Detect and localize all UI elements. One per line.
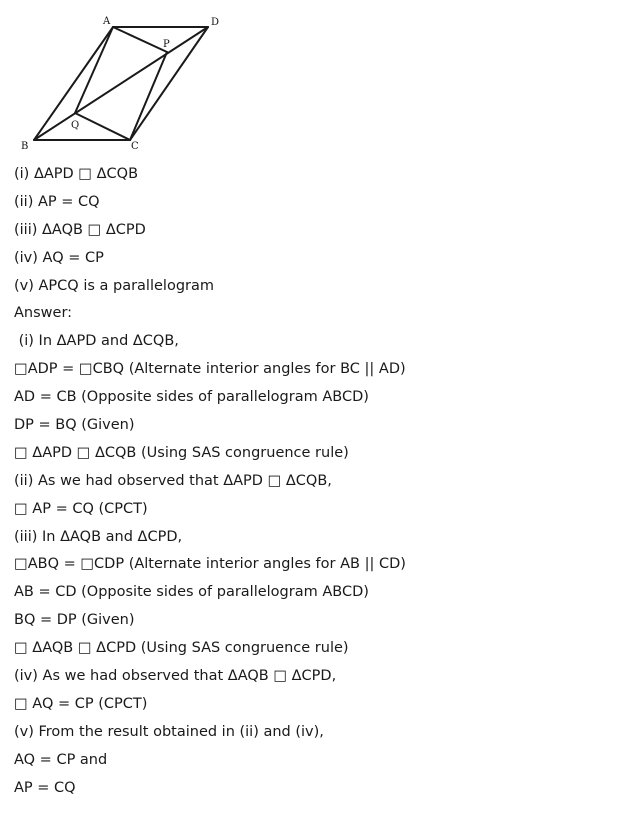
proof-line: □ AP = CQ (CPCT) — [14, 500, 148, 517]
solution-text — [14, 161, 614, 802]
proof-line: AP = CQ — [14, 779, 76, 796]
answer-heading: Answer: — [14, 305, 73, 322]
vertex-label-c: C — [131, 141, 139, 152]
statement-iv: (iv) AQ = CP — [14, 249, 104, 266]
statement-i: (i) ΔAPD □ ΔCQB — [14, 166, 139, 182]
proof-line: DP = BQ (Given) — [14, 417, 135, 434]
statement-iii: (iii) ΔAQB □ ΔCPD — [14, 221, 146, 238]
statement-ii: (ii) AP = CQ — [14, 193, 100, 210]
proof-line: AD = CB (Opposite sides of parallelogram ABCD) — [14, 389, 369, 406]
proof-line: (v) From the result obtained in (ii) and (iv), — [14, 723, 324, 740]
proof-line: □ABQ = □CDP (Alternate interior angles for AB || CD) — [14, 556, 406, 573]
proof-line: □ ΔAQB □ ΔCPD (Using SAS congruence rule) — [14, 640, 349, 657]
proof-line: □ ΔAPD □ ΔCQB (Using SAS congruence rule) — [14, 444, 349, 461]
parallelogram-figure — [0, 0, 619, 160]
proof-line: □ AQ = CP (CPCT) — [14, 695, 148, 712]
proof-line: (ii) As we had observed that ΔAPD □ ΔCQB, — [14, 472, 332, 489]
proof-line: (iii) In ΔAQB and ΔCPD, — [14, 528, 183, 545]
proof-line: (i) In ΔAPD and ΔCQB, — [14, 333, 179, 350]
vertex-label-q: Q — [71, 120, 80, 131]
segment-qc — [75, 113, 130, 140]
proof-line: BQ = DP (Given) — [14, 612, 135, 629]
vertex-label-a: A — [103, 16, 111, 27]
proof-line: AQ = CP and — [14, 751, 108, 768]
vertex-label-d: D — [211, 17, 220, 28]
statement-v: (v) APCQ is a parallelogram — [14, 277, 214, 294]
parallelogram-diagram — [0, 0, 619, 160]
vertex-label-b: B — [21, 141, 29, 152]
proof-line: □ADP = □CBQ (Alternate interior angles for BC || AD) — [14, 361, 406, 378]
vertex-label-p: P — [163, 39, 170, 50]
proof-line: AB = CD (Opposite sides of parallelogram ABCD) — [14, 584, 369, 601]
diagonal-bd — [34, 27, 208, 140]
segment-ap — [113, 27, 167, 52]
proof-line: (iv) As we had observed that ΔAQB □ ΔCPD, — [14, 668, 337, 685]
